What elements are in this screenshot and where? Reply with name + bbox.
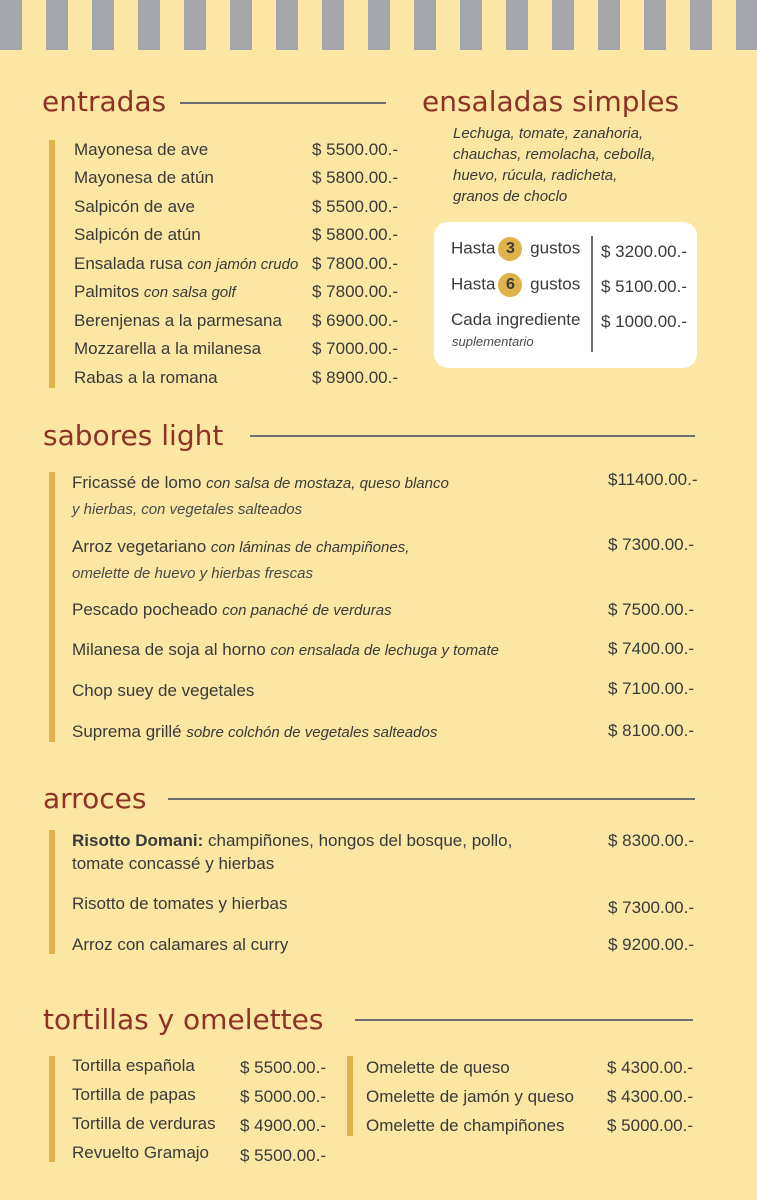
menu-item-name: Rabas a la romana bbox=[74, 368, 218, 387]
menu-item-name: Risotto de tomates y hierbas bbox=[72, 894, 288, 913]
menu-item-price: $ 5800.00.- bbox=[312, 225, 399, 244]
menu-item-name: Tortilla de verduras bbox=[72, 1114, 216, 1133]
option-price: $ 3200.00.- bbox=[601, 242, 688, 261]
accent-bar-entradas bbox=[49, 140, 55, 388]
menu-item-price: $ 5500.00.- bbox=[240, 1058, 327, 1077]
menu-item-name: Omelette de jamón y queso bbox=[366, 1087, 574, 1106]
menu-item-price: $ 6900.00.- bbox=[312, 311, 399, 330]
menu-item-name: Salpicón de atún bbox=[74, 225, 201, 244]
menu-item-price: $ 9200.00.- bbox=[608, 935, 695, 954]
menu-item-price: $ 4300.00.- bbox=[607, 1058, 694, 1077]
section-title-arroces: arroces bbox=[43, 782, 147, 815]
menu-item-price: $ 5500.00.- bbox=[312, 140, 399, 159]
count-badge: 3 bbox=[498, 237, 522, 261]
ingredients-line: chauchas, remolacha, cebolla, bbox=[453, 146, 656, 163]
ingredients-line: granos de choclo bbox=[453, 188, 568, 205]
menu-item-name: Risotto Domani: champiñones, hongos del bosque, pollo, bbox=[72, 831, 513, 850]
accent-bar-tortillas-right bbox=[347, 1056, 353, 1136]
menu-item-price: $ 7300.00.- bbox=[608, 898, 695, 917]
menu-item-name: Tortilla de papas bbox=[72, 1085, 196, 1104]
count-badge: 6 bbox=[498, 273, 522, 297]
menu-item-price: $11400.00.- bbox=[608, 470, 698, 489]
menu-item-price: $ 7800.00.- bbox=[312, 282, 399, 301]
menu-item-detail-line2: omelette de huevo y hierbas frescas bbox=[72, 565, 313, 582]
ensaladas-price-card bbox=[434, 222, 697, 368]
section-title-tortillas: tortillas y omelettes bbox=[43, 1003, 324, 1036]
option-label: Hasta 3 gustos bbox=[451, 237, 580, 261]
menu-item-price: $ 4300.00.- bbox=[607, 1087, 694, 1106]
menu-item-detail: con láminas de champiñones, bbox=[210, 539, 410, 556]
menu-item-price: $ 7800.00.- bbox=[312, 254, 399, 273]
accent-bar-arroces bbox=[49, 830, 55, 954]
menu-item-detail: con salsa de mostaza, queso blanco bbox=[206, 475, 449, 492]
menu-item-price: $ 5000.00.- bbox=[607, 1116, 694, 1135]
menu-item-detail: champiñones, hongos del bosque, pollo, bbox=[203, 831, 513, 850]
menu-item-price: $ 5000.00.- bbox=[240, 1087, 327, 1106]
menu-item-price: $ 5500.00.- bbox=[240, 1146, 327, 1165]
menu-item-price: $ 7300.00.- bbox=[608, 535, 695, 554]
menu-item-detail: con jamón crudo bbox=[187, 256, 299, 273]
menu-item-name: Berenjenas a la parmesana bbox=[74, 311, 282, 330]
option-label: Cada ingrediente bbox=[451, 310, 581, 329]
accent-bar-tortillas-left bbox=[49, 1056, 55, 1162]
option-label: Hasta 6 gustos bbox=[451, 273, 580, 297]
option-price: $ 1000.00.- bbox=[601, 312, 688, 331]
menu-item-name: Mozzarella a la milanesa bbox=[74, 339, 262, 358]
menu-item-detail-line2: y hierbas, con vegetales salteados bbox=[72, 501, 303, 518]
menu-item-price: $ 8300.00.- bbox=[608, 831, 695, 850]
menu-item-price: $ 5500.00.- bbox=[312, 197, 399, 216]
divider-entradas bbox=[180, 102, 386, 104]
top-stripes-decoration bbox=[0, 0, 757, 50]
section-title-ensaladas: ensaladas simples bbox=[422, 85, 680, 118]
menu-item-name: Pescado pocheado con panaché de verduras bbox=[72, 600, 392, 619]
menu-item-name: Chop suey de vegetales bbox=[72, 681, 255, 700]
ingredients-line: Lechuga, tomate, zanahoria, bbox=[453, 125, 644, 142]
menu-item-price: $ 8900.00.- bbox=[312, 368, 399, 387]
menu-item-price: $ 7500.00.- bbox=[608, 600, 695, 619]
divider-sabores-light bbox=[250, 435, 695, 437]
menu-item-price: $ 7400.00.- bbox=[608, 639, 695, 658]
accent-bar-sabores-light bbox=[49, 472, 55, 742]
card-divider bbox=[591, 236, 593, 352]
menu-item-name: Milanesa de soja al horno con ensalada de lechuga y tomate bbox=[72, 640, 499, 659]
menu-item-detail: con ensalada de lechuga y tomate bbox=[270, 642, 499, 659]
divider-tortillas bbox=[355, 1019, 693, 1021]
menu-item-detail: con salsa golf bbox=[143, 284, 236, 301]
menu-item-name: Omelette de queso bbox=[366, 1058, 510, 1077]
menu-item-price: $ 5800.00.- bbox=[312, 168, 399, 187]
menu-item-price: $ 7100.00.- bbox=[608, 679, 695, 698]
menu-item-name: Revuelto Gramajo bbox=[72, 1143, 210, 1162]
menu-item-detail: sobre colchón de vegetales salteados bbox=[186, 724, 438, 741]
divider-arroces bbox=[168, 798, 695, 800]
ingredients-line: huevo, rúcula, radicheta, bbox=[453, 167, 618, 184]
menu-item-price: $ 4900.00.- bbox=[240, 1116, 327, 1135]
menu-item-name: Ensalada rusa con jamón crudo bbox=[74, 254, 299, 273]
menu-item-name: Salpicón de ave bbox=[74, 197, 195, 216]
section-title-sabores-light: sabores light bbox=[43, 419, 224, 452]
menu-item-price: $ 7000.00.- bbox=[312, 339, 399, 358]
menu-item-name: Mayonesa de atún bbox=[74, 168, 214, 187]
menu-item-name: Palmitos con salsa golf bbox=[74, 282, 236, 301]
menu-item-name: Arroz vegetariano con láminas de champiñones, bbox=[72, 537, 410, 556]
menu-item-price: $ 8100.00.- bbox=[608, 721, 695, 740]
menu-item-name: Suprema grillé sobre colchón de vegetales salteados bbox=[72, 722, 438, 741]
menu-item-name: Omelette de champiñones bbox=[366, 1116, 565, 1135]
ensaladas-ingredients bbox=[453, 123, 656, 207]
menu-item-name: Arroz con calamares al curry bbox=[72, 935, 289, 954]
section-title-entradas: entradas bbox=[42, 85, 167, 118]
menu-item-detail-line2: tomate concassé y hierbas bbox=[72, 854, 275, 873]
menu-item-name: Mayonesa de ave bbox=[74, 140, 209, 159]
option-price: $ 5100.00.- bbox=[601, 277, 688, 296]
menu-item-detail: con panaché de verduras bbox=[222, 602, 392, 619]
menu-item-name: Tortilla española bbox=[72, 1056, 195, 1075]
menu-item-name: Fricassé de lomo con salsa de mostaza, queso blanco bbox=[72, 473, 449, 492]
option-note: suplementario bbox=[452, 334, 534, 349]
